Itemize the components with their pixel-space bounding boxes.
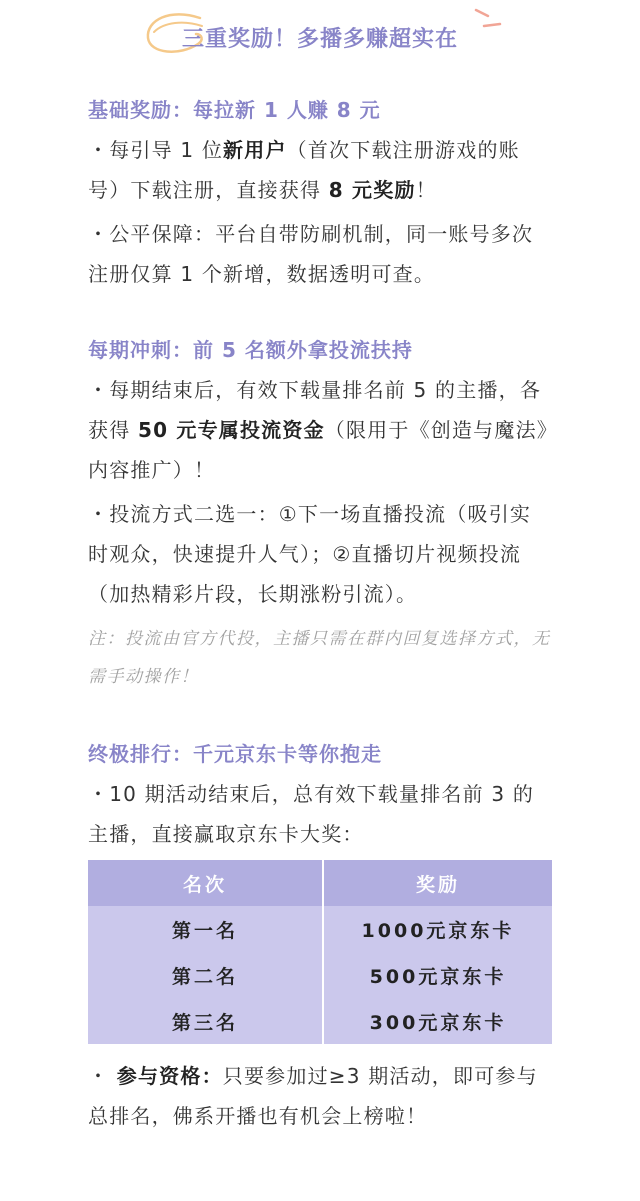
bold-text: 50 元专属投流资金 — [137, 418, 325, 442]
section-title: 终极排行：千元京东卡等你抱走 — [88, 742, 382, 766]
text: （首次下载注册游戏的账号）下载注册，直接获得 — [88, 138, 520, 202]
text: ！ — [415, 178, 437, 202]
bold-text: 新用户 — [223, 138, 287, 162]
bold-text: 8 元奖励 — [328, 178, 416, 202]
section-final-ranking — [88, 740, 552, 1136]
table-cell: 第二名 — [88, 952, 323, 998]
paragraph: ・投流方式二选一：①下一场直播投流（吸引实时观众，快速提升人气）；②直播切片视频投流（加热精彩片段，长期涨粉引流）。 — [88, 502, 532, 606]
content — [0, 96, 640, 1136]
table-header-cell: 名次 — [88, 860, 323, 906]
bold-text: 参与资格： — [116, 1064, 223, 1088]
table-header-row — [88, 860, 552, 906]
table-cell: 500元京东卡 — [323, 952, 552, 998]
section-title: 基础奖励：每拉新 1 人赚 8 元 — [88, 98, 381, 122]
paragraph — [88, 370, 552, 490]
paragraph: ・公平保障：平台自带防刷机制，同一账号多次注册仅算 1 个新增，数据透明可查。 — [88, 222, 534, 286]
sparkle-lines-icon — [470, 4, 506, 34]
note-text: 注：投流由官方代投，主播只需在群内回复选择方式，无需手动操作！ — [88, 629, 551, 687]
table-cell: 1000元京东卡 — [323, 906, 552, 952]
text: ・每期结束后，有效下载量排名前 5 的主播，各获得 — [88, 378, 542, 442]
section-basic-reward — [88, 96, 552, 294]
paragraph — [88, 1056, 552, 1136]
table-cell: 300元京东卡 — [323, 998, 552, 1044]
section-title: 每期冲刺：前 5 名额外拿投流扶持 — [88, 338, 413, 362]
section-period-sprint — [88, 336, 552, 696]
table-header-cell: 奖励 — [323, 860, 552, 906]
table-row — [88, 906, 552, 952]
paragraph — [88, 130, 552, 210]
table-cell: 第三名 — [88, 998, 323, 1044]
table-cell: 第一名 — [88, 906, 323, 952]
text: ・每引导 1 位 — [88, 138, 224, 162]
ranking-table — [88, 860, 552, 1044]
text: （限用于《创造与魔法》内容推广）！ — [88, 418, 548, 482]
paragraph: ・10 期活动结束后，总有效下载量排名前 3 的主播，直接赢取京东卡大奖： — [88, 782, 535, 846]
table-row — [88, 998, 552, 1044]
text: ・ — [88, 1064, 117, 1088]
page-title: 三重奖励！多播多赚超实在 — [181, 27, 458, 52]
page-header — [0, 0, 640, 70]
text: 只要参加过≥3 期活动，即可参与总排名，佛系开播也有机会上榜啦！ — [88, 1064, 538, 1128]
table-row — [88, 952, 552, 998]
